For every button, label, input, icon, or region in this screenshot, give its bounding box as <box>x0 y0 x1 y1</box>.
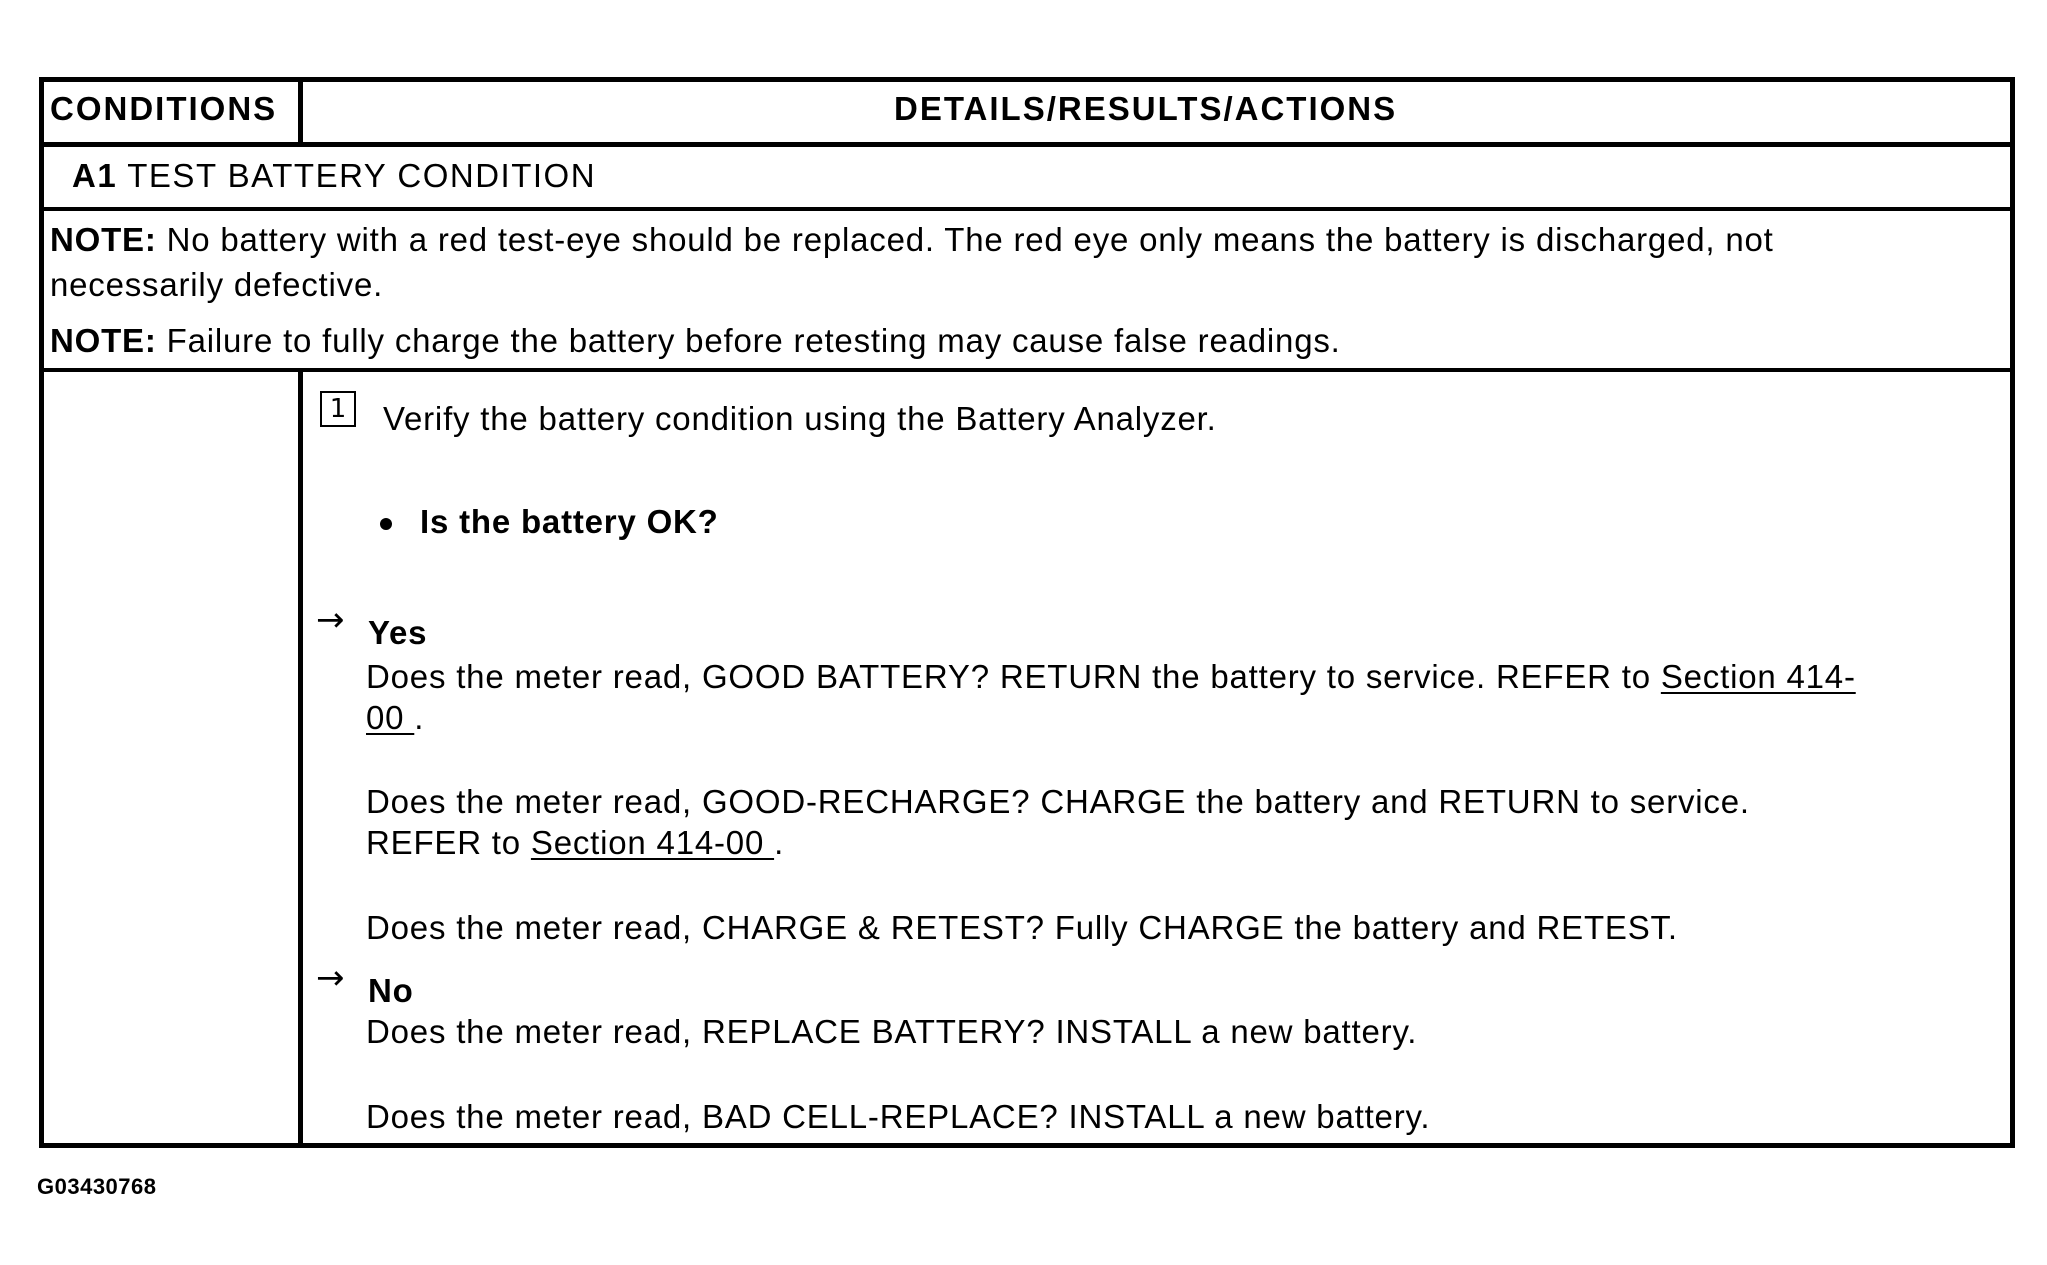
step-question: Is the battery OK? <box>420 503 719 540</box>
no-arrow-icon: → <box>316 958 345 998</box>
yes-item-1-line-2 <box>366 697 424 738</box>
yes-item-2-section-link[interactable]: Section 414-00 <box>530 824 775 861</box>
header-column-divider <box>298 82 303 147</box>
no-item-2: Does the meter read, BAD CELL-REPLACE? INSTALL a new battery. <box>366 1098 1431 1135</box>
test-id: A1 <box>72 157 118 194</box>
note-2-line1: Failure to fully charge the battery before retesting may cause false readings. <box>166 322 1341 359</box>
step-instruction: Verify the battery condition using the Battery Analyzer. <box>383 400 1217 437</box>
no-item-1: Does the meter read, REPLACE BATTERY? INSTALL a new battery. <box>366 1013 1418 1050</box>
yes-item-1-section-link-continuation[interactable]: 00 <box>366 699 415 736</box>
step-number-box: 1 <box>320 391 356 427</box>
yes-item-1-line-1 <box>366 656 1856 697</box>
yes-arrow-icon: → <box>316 600 345 640</box>
yes-item-2-tail: . <box>774 824 785 861</box>
note-1-label: NOTE: <box>50 221 157 258</box>
yes-label: Yes <box>368 614 428 651</box>
note-1-continuation: necessarily defective. <box>50 266 384 303</box>
body-column-divider <box>298 370 303 1143</box>
notes-rule <box>44 368 2010 372</box>
yes-item-1-section-link[interactable]: Section 414- <box>1660 658 1856 695</box>
note-1-line1: No battery with a red test-eye should be replaced. The red eye only means the battery is discharged, not <box>166 221 1774 258</box>
bullet-icon <box>380 518 392 530</box>
yes-item-2-refer: REFER to <box>366 824 531 861</box>
note-2 <box>50 320 1341 361</box>
note-2-label: NOTE: <box>50 322 157 359</box>
yes-item-2-line-1: Does the meter read, GOOD-RECHARGE? CHARGE the battery and RETURN to service. <box>366 783 1750 820</box>
figure-code: G03430768 <box>37 1174 157 1199</box>
details-header: DETAILS/RESULTS/ACTIONS <box>894 90 1398 127</box>
no-label: No <box>368 972 414 1009</box>
yes-item-3: Does the meter read, CHARGE & RETEST? Fully CHARGE the battery and RETEST. <box>366 909 1678 946</box>
test-title-text: TEST BATTERY CONDITION <box>127 157 597 194</box>
test-title <box>72 157 596 195</box>
conditions-header: CONDITIONS <box>50 90 278 127</box>
note-1 <box>50 219 1774 260</box>
yes-item-2-line-2 <box>366 822 784 863</box>
yes-item-1-text: Does the meter read, GOOD BATTERY? RETURN the battery to service. REFER to <box>366 658 1661 695</box>
test-title-rule <box>44 207 2010 211</box>
header-rule <box>44 142 2010 147</box>
yes-item-1-tail: . <box>414 699 425 736</box>
